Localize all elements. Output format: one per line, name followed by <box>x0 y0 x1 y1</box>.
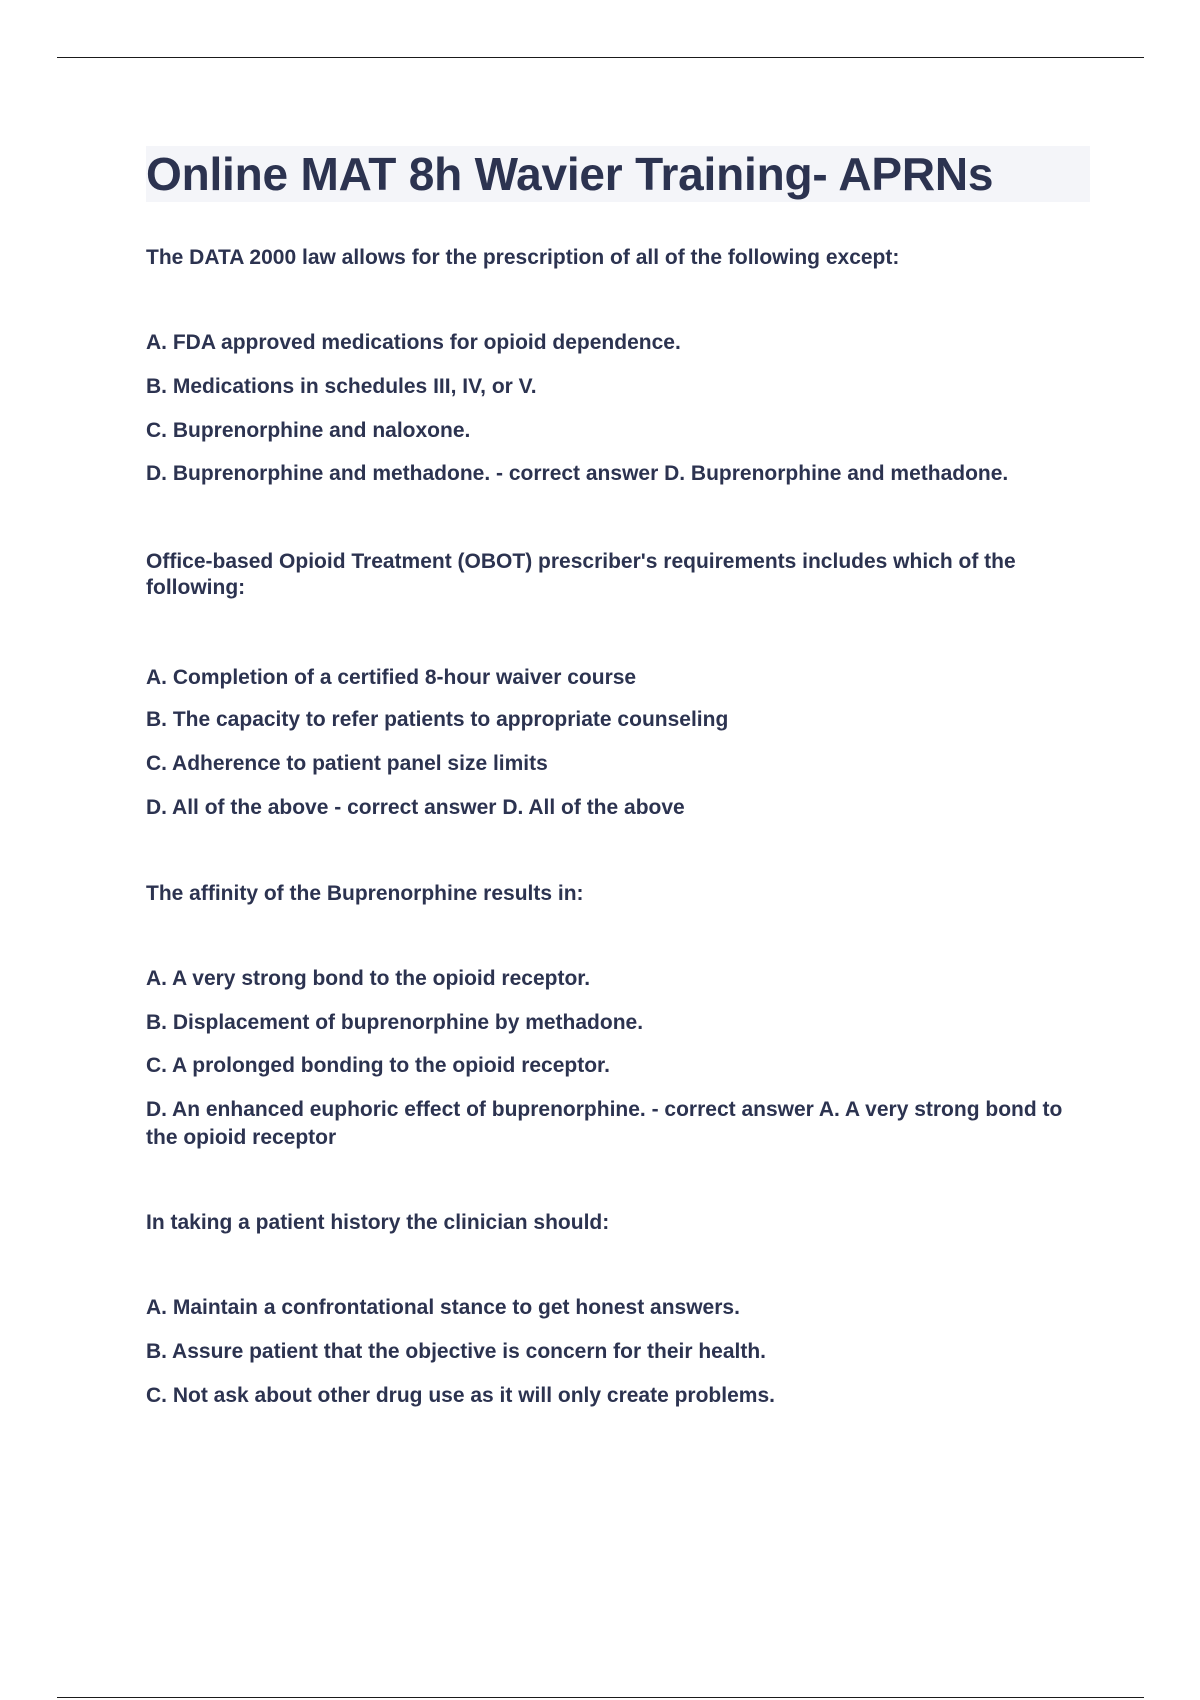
question-4-option-c: C. Not ask about other drug use as it will only create problems. <box>146 1384 775 1407</box>
question-3-prompt: The affinity of the Buprenorphine results in: <box>146 882 584 905</box>
question-4-prompt: In taking a patient history the clinician should: <box>146 1211 610 1234</box>
question-2-option-b: B. The capacity to refer patients to appropriate counseling <box>146 708 729 731</box>
question-3-option-c: C. A prolonged bonding to the opioid receptor. <box>146 1054 610 1077</box>
question-4-option-a: A. Maintain a confrontational stance to get honest answers. <box>146 1296 740 1319</box>
question-1-option-c: C. Buprenorphine and naloxone. <box>146 419 471 442</box>
top-rule <box>57 57 1144 58</box>
bottom-rule <box>57 1697 1144 1698</box>
question-3-option-b: B. Displacement of buprenorphine by methadone. <box>146 1011 644 1034</box>
document-body <box>146 146 1090 1410</box>
question-2-option-c: C. Adherence to patient panel size limits <box>146 752 548 775</box>
question-3-option-d: D. An enhanced euphoric effect of buprenorphine. - correct answer A. A very strong bond to the opioid receptor <box>146 1098 1063 1149</box>
question-1-prompt: The DATA 2000 law allows for the prescription of all of the following except: <box>146 246 900 269</box>
question-1-option-a: A. FDA approved medications for opioid dependence. <box>146 331 681 354</box>
question-2-option-a: A. Completion of a certified 8-hour waiver course <box>146 666 637 689</box>
question-1-option-b: B. Medications in schedules III, IV, or V. <box>146 375 537 398</box>
question-2-option-d: D. All of the above - correct answer D. All of the above <box>146 796 685 819</box>
question-4-option-b: B. Assure patient that the objective is concern for their health. <box>146 1340 767 1363</box>
question-2-prompt: Office-based Opioid Treatment (OBOT) prescriber's requirements includes which of the following: <box>146 550 1016 599</box>
question-1-option-d: D. Buprenorphine and methadone. - correct answer D. Buprenorphine and methadone. <box>146 462 1009 485</box>
question-3-option-a: A. A very strong bond to the opioid receptor. <box>146 967 591 990</box>
document-title: Online MAT 8h Wavier Training- APRNs <box>146 146 1090 202</box>
